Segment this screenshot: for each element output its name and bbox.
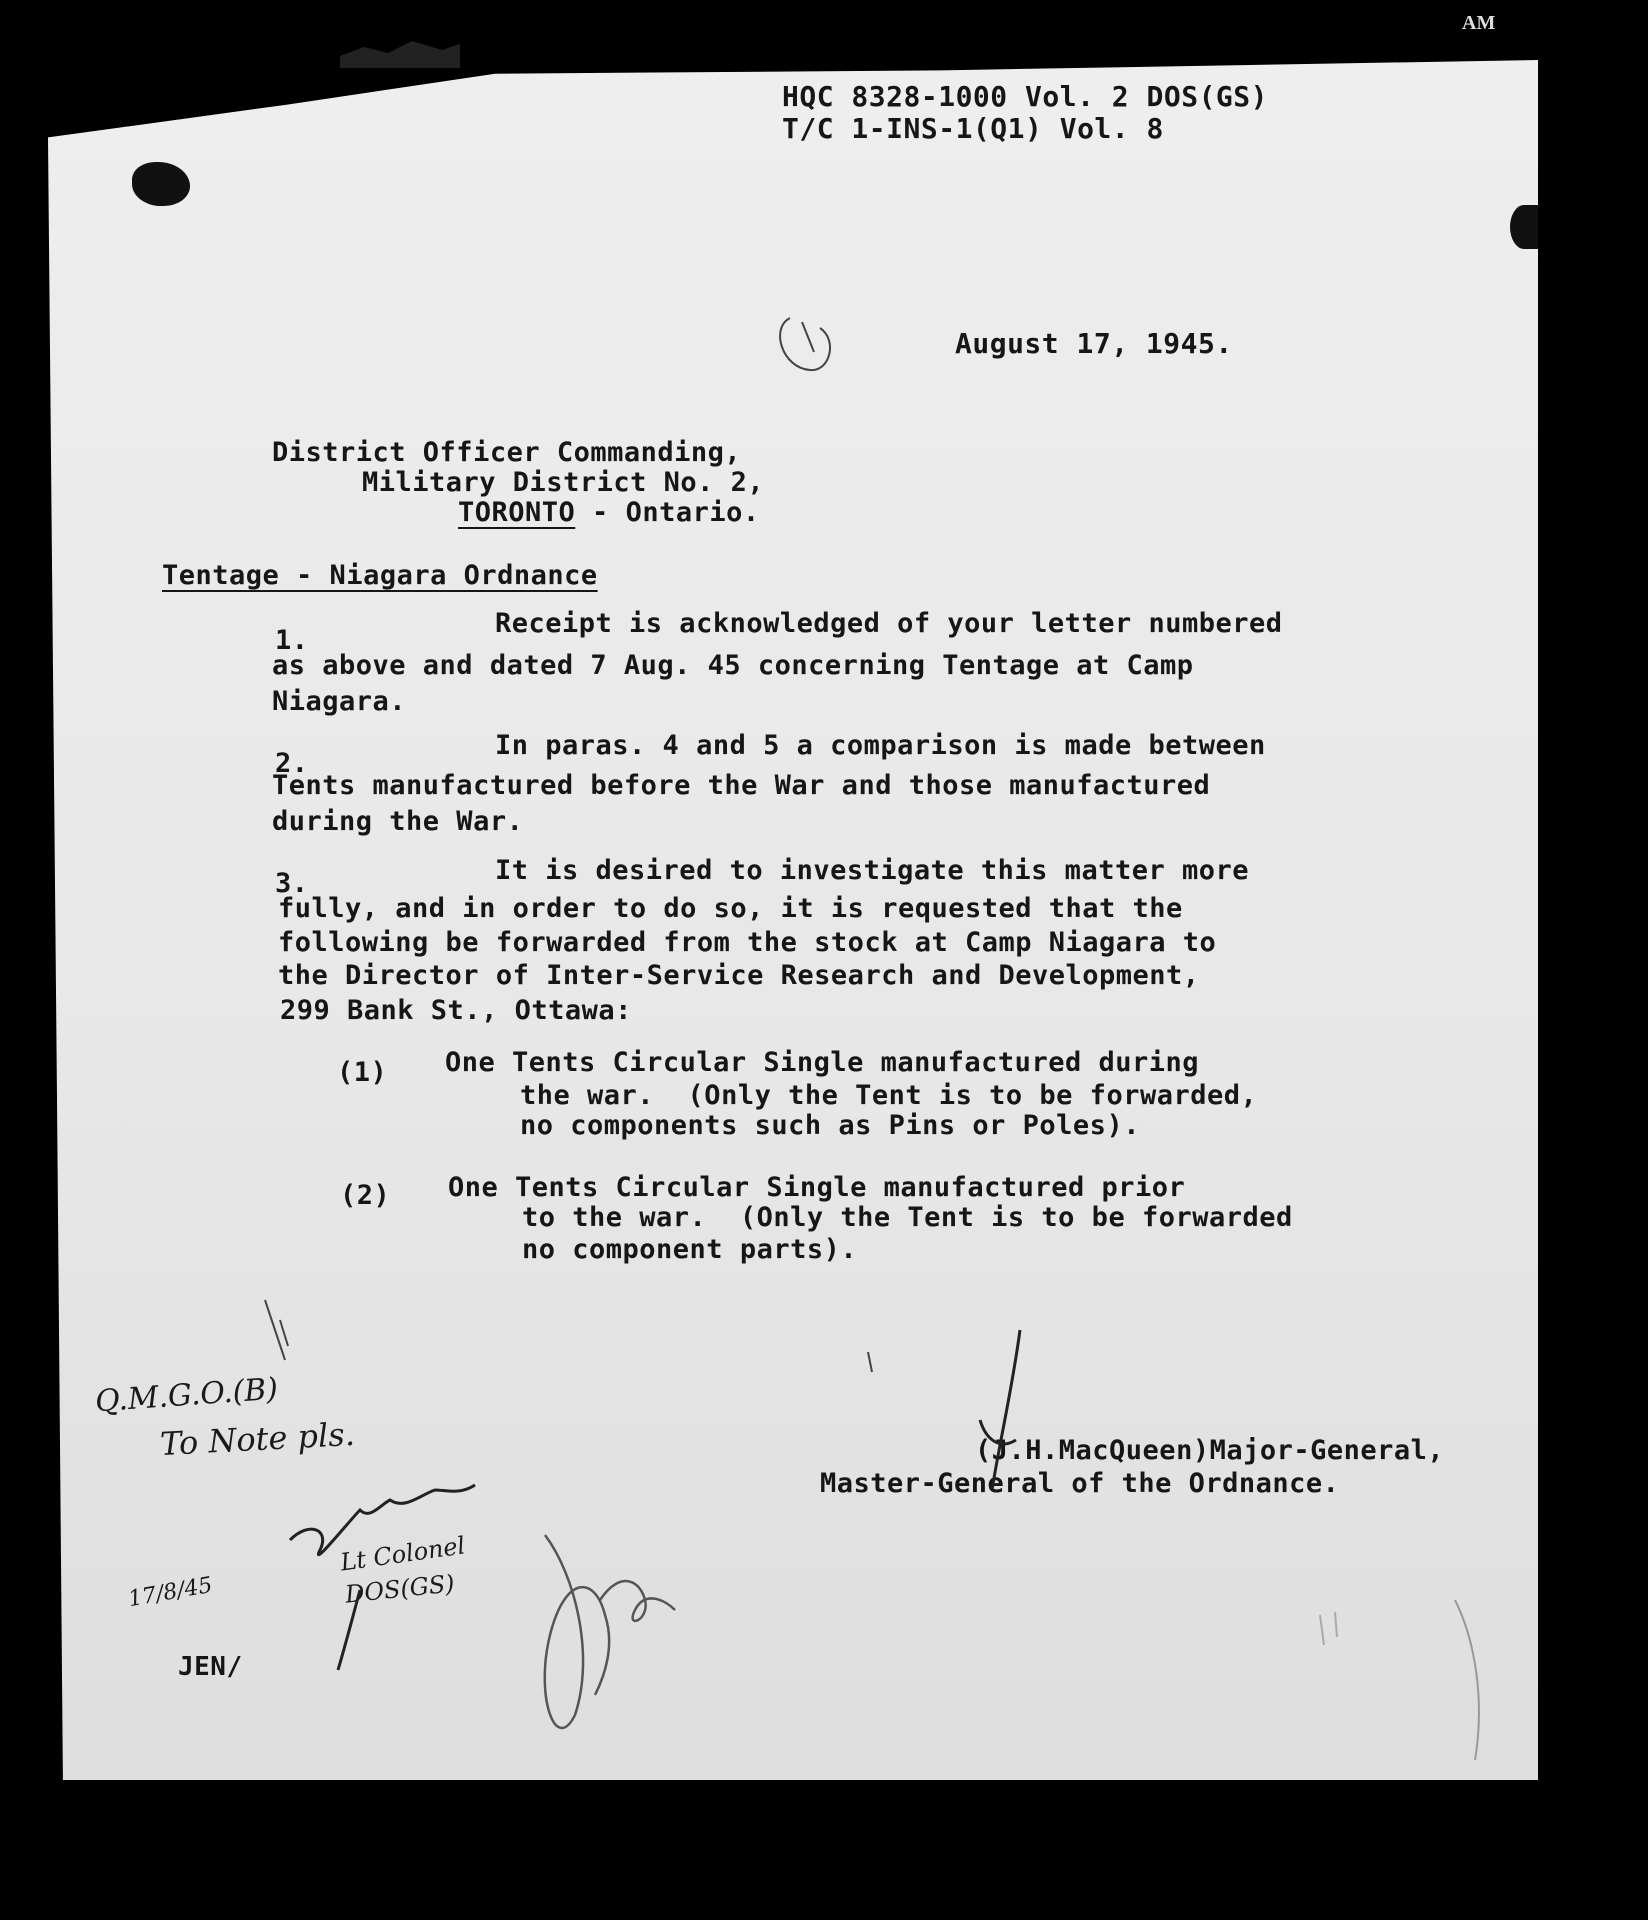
handwritten-instruction: To Note pls. (159, 1414, 356, 1464)
initial-flourish (980, 1330, 1020, 1490)
subject-heading: Tentage - Niagara Ordnance (162, 560, 598, 591)
tick-mark-3 (868, 1352, 872, 1372)
addressee-line-2: Military District No. 2, (362, 467, 765, 498)
item-2-line-2: to the war. (Only the Tent is to be forwarded (522, 1202, 1293, 1233)
handwritten-signer-office: DOS(GS) (343, 1569, 456, 1609)
paragraph-3-line-5: 299 Bank St., Ottawa: (280, 995, 632, 1026)
colonel-signature (290, 1485, 475, 1555)
paragraph-3-line-3: following be forwarded from the stock at Camp Niagara to (278, 927, 1217, 958)
paragraph-2-number: 2. (275, 748, 309, 779)
addressee-line-1: District Officer Commanding, (272, 437, 742, 468)
paragraph-1-line-2: as above and dated 7 Aug. 45 concerning Tentage at Camp (272, 650, 1194, 681)
paragraph-3-number: 3. (275, 868, 309, 899)
pencil-signature (545, 1535, 675, 1728)
faint-mark (1320, 1612, 1337, 1645)
handwritten-routing: Q.M.G.O.(B) (94, 1371, 280, 1420)
file-ref-1: HQC 8328-1000 Vol. 2 DOS(GS) (782, 80, 1269, 113)
handwritten-margin-date: 17/8/45 (126, 1572, 215, 1613)
paragraph-3-line-1: It is desired to investigate this matter more (495, 855, 1249, 886)
typist-initials: JEN/ (178, 1652, 243, 1682)
addressee-province: - Ontario. (575, 497, 760, 528)
paragraph-3-line-2: fully, and in order to do so, it is requested that the (278, 893, 1183, 924)
circled-mark (780, 318, 830, 370)
tick-mark-2 (265, 1300, 288, 1360)
item-2-line-1: One Tents Circular Single manufactured prior (448, 1172, 1186, 1203)
corner-mark: AM (1462, 12, 1496, 34)
letter-date: August 17, 1945. (955, 327, 1233, 360)
paragraph-2-line-2: Tents manufactured before the War and those manufactured (272, 770, 1211, 801)
paragraph-1-number: 1. (275, 625, 309, 656)
item-1-line-3: no components such as Pins or Poles). (520, 1110, 1140, 1141)
paragraph-1-line-3: Niagara. (272, 686, 407, 717)
item-1-line-1: One Tents Circular Single manufactured during (445, 1047, 1199, 1078)
addressee-city: TORONTO (458, 497, 576, 528)
item-2-line-3: no component parts). (522, 1234, 858, 1265)
signatory-name: (J.H.MacQueen)Major-General, (975, 1435, 1445, 1466)
item-1-number: (1) (337, 1057, 388, 1088)
handwritten-signer-title: Lt Colonel (338, 1531, 467, 1577)
colonel-signature-stroke (338, 1590, 360, 1670)
tick-mark-1 (802, 322, 814, 352)
item-1-line-2: the war. (Only the Tent is to be forwarded, (520, 1080, 1258, 1111)
paragraph-3-line-4: the Director of Inter-Service Research and Development, (278, 960, 1200, 991)
signatory-title: Master-General of the Ordnance. (820, 1468, 1340, 1499)
item-2-number: (2) (340, 1180, 391, 1211)
paragraph-1-line-1: Receipt is acknowledged of your letter numbered (495, 608, 1283, 639)
paragraph-2-line-1: In paras. 4 and 5 a comparison is made between (495, 730, 1266, 761)
file-ref-2: T/C 1-INS-1(Q1) Vol. 8 (782, 112, 1164, 145)
paper-curl (1455, 1600, 1479, 1760)
paragraph-2-line-3: during the War. (272, 806, 524, 837)
